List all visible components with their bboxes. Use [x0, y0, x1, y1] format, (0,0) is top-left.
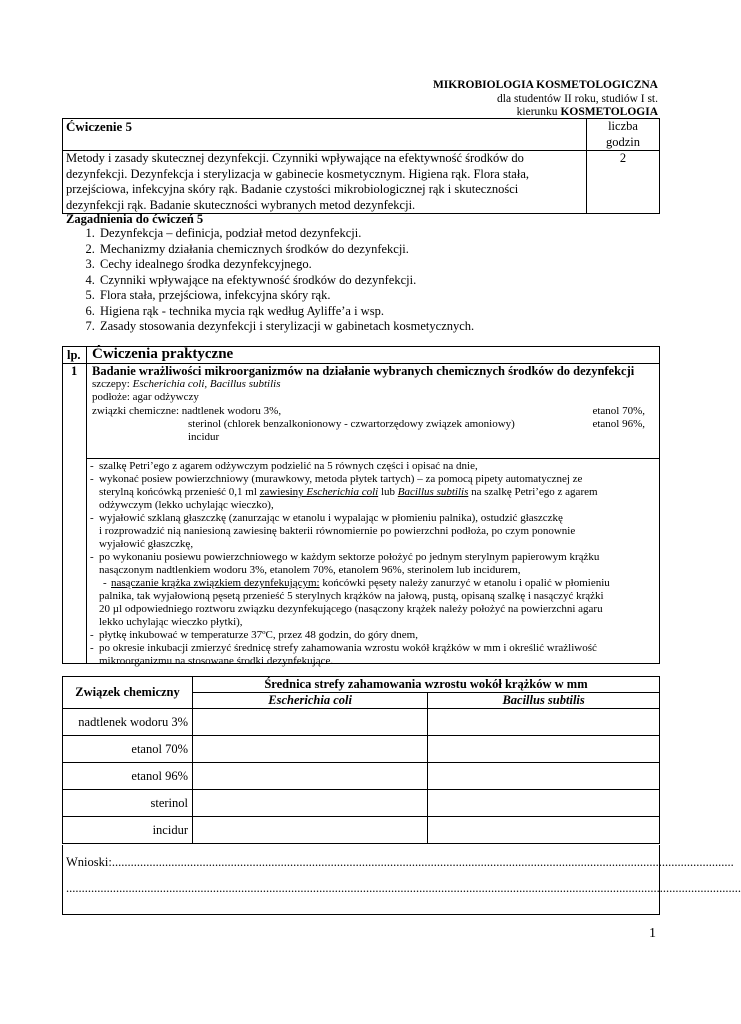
- exercise-number: 1: [71, 364, 78, 378]
- result-cell[interactable]: [428, 790, 660, 817]
- result-cell[interactable]: [428, 817, 660, 844]
- topic-item: 3. Cechy idealnego środka dezynfekcyjnego.: [98, 257, 474, 273]
- topic-item: 2. Mechanizmy działania chemicznych środków do dezynfekcji.: [98, 242, 474, 258]
- step-1: - szalkę Petri’ego z agarem odżywczym podzielić na 5 równych części i opisać na dnie,: [90, 460, 656, 473]
- step-4-sub: - nasączanie krążka związkiem dezynfekującym: końcówki pęsety należy zanurzyć w etanolu i opalić w płomieniu: [90, 577, 656, 590]
- compounds-line2: sterinol (chlorek benzalkonionowy - czwartorzędowy związek amoniowy): [188, 418, 515, 430]
- conclusions-label: Wnioski:: [66, 855, 112, 869]
- practical-box: [62, 346, 660, 667]
- topics-title: Zagadnienia do ćwiczeń 5: [66, 212, 204, 226]
- topics-list: [66, 226, 474, 335]
- table-row: [63, 736, 660, 763]
- diameter-header: Średnica strefy zahamowania wzrostu wokół krążków w mm: [193, 677, 660, 693]
- exercise-table: [62, 118, 660, 214]
- result-cell[interactable]: [193, 790, 428, 817]
- row-compound: etanol 96%: [63, 763, 193, 790]
- step-3: - wyjałowić szklaną głaszczkę (zanurzając w etanolu i wypalając w płomieniu palnika), ostudzić głaszczkę i rozprowadzić nią naniesioną zawiesinę bakterii równomiernie po powierzchni podłoża, po czym ponownie wyjałowić głaszczkę,: [90, 512, 656, 551]
- compounds-line: związki chemiczne: nadtlenek wodoru 3%,: [92, 405, 282, 417]
- result-cell[interactable]: [428, 709, 660, 736]
- conclusions-line-2[interactable]: ........................................................................................................................................................................................................................: [66, 881, 741, 895]
- result-cell[interactable]: [193, 817, 428, 844]
- hours-value: 2: [587, 151, 660, 214]
- ethanol96-label: etanol 96%,: [592, 418, 645, 430]
- row-compound: nadtlenek wodoru 3%: [63, 709, 193, 736]
- step-5: - płytkę inkubować w temperaturze 37ºC, przez 48 godzin, do góry dnem,: [90, 629, 656, 642]
- results-table: [62, 676, 660, 844]
- exercise-description: Metody i zasady skutecznej dezynfekcji. Czynniki wpływające na efektywność środków do dezynfekcji. Dezynfekcja i sterylizacja w gabinecie kosmetycznym. Higiena rąk. Flora stała, przejściowa, infekcyjna skóry rąk. Badanie czystości mikrobiologicznej rąk i skuteczności dezynfekcji rąk. Badanie skuteczności wybranych metod dezynfekcji.: [63, 151, 587, 214]
- result-cell[interactable]: [193, 709, 428, 736]
- row-compound: incidur: [63, 817, 193, 844]
- practical-heading: Ćwiczenia praktyczne: [92, 346, 234, 362]
- procedure-steps: [90, 460, 656, 668]
- result-cell[interactable]: [428, 736, 660, 763]
- conclusions-box: [62, 845, 741, 915]
- topic-item: 4. Czynniki wpływające na efektywność środków do dezynfekcji.: [98, 273, 474, 289]
- table-row: [63, 763, 660, 790]
- topic-item: 1. Dezynfekcja – definicja, podział metod dezynfekcji.: [98, 226, 474, 242]
- compounds-line3: incidur: [188, 431, 220, 443]
- conclusions-line-1[interactable]: Wnioski:.......................................................................................................................................................................................................: [66, 855, 734, 869]
- topic-item: 6. Higiena rąk - technika mycia rąk według Ayliffe’a i wsp.: [98, 304, 474, 320]
- table-row: [63, 709, 660, 736]
- hours-label: liczba godzin: [587, 119, 660, 151]
- step-6: - po okresie inkubacji zmierzyć średnicę strefy zahamowania wzrostu wokół krążków w mm i określić wrażliwość mikroorganizmu na stosowane środki dezynfekujące.: [90, 642, 656, 668]
- field-line: kierunku KOSMETOLOGIA: [516, 106, 658, 118]
- result-cell[interactable]: [428, 763, 660, 790]
- step-4-sub-cont: palnika, tak wyjałowioną pęsetą przenieść 5 sterylnych krążków na jałową, pustą, opisaną szalkę i nasączyć krążki 20 µl odpowiedniego roztworu związku dezynfekującego (nasączony krążek należy położyć na powierzchni agaru lekko uchylając wieczko płytki),: [99, 590, 604, 628]
- medium-line: podłoże: agar odżywczy: [92, 391, 199, 403]
- ecoli-header: Escherichia coli: [193, 693, 428, 709]
- topic-item: 7. Zasady stosowania dezynfekcji i sterylizacji w gabinetach kosmetycznych.: [98, 319, 474, 335]
- field-name: KOSMETOLOGIA: [560, 106, 658, 118]
- bsubtilis-header: Bacillus subtilis: [428, 693, 660, 709]
- compound-header: Związek chemiczny: [63, 677, 193, 709]
- step-2: - wykonać posiew powierzchniowy (murawkowy, metoda płytek tartych) – za pomocą pipety automatycznej ze sterylną końcówką przenieść 0,1 ml zawiesiny Escherichia coli lub Bacillus subtilis na szalkę Petri’ego z agarem odżywczym (lekko uchylając wieczko),: [90, 473, 656, 512]
- ethanol70-label: etanol 70%,: [592, 405, 645, 417]
- experiment-title: Badanie wrażliwości mikroorganizmów na działanie wybranych chemicznych środków do dezynfekcji: [92, 364, 635, 378]
- strains-line: szczepy: Escherichia coli, Bacillus subtilis: [92, 378, 281, 390]
- course-title: MIKROBIOLOGIA KOSMETOLOGICZNA: [432, 79, 658, 91]
- page-number: 1: [649, 926, 656, 941]
- result-cell[interactable]: [193, 763, 428, 790]
- table-row: [63, 790, 660, 817]
- audience-line: dla studentów II roku, studiów I st.: [497, 93, 658, 105]
- topic-item: 5. Flora stała, przejściowa, infekcyjna skóry rąk.: [98, 288, 474, 304]
- row-compound: sterinol: [63, 790, 193, 817]
- table-row: [63, 817, 660, 844]
- step-4: - po wykonaniu posiewu powierzchniowego w każdym sektorze położyć po jednym sterylnym papierowym krążku nasączonym nadtlenkiem wodoru 3%, etanolem 70%, etanolem 96%, sterinolem lub incidurem,: [90, 551, 656, 577]
- row-compound: etanol 70%: [63, 736, 193, 763]
- result-cell[interactable]: [193, 736, 428, 763]
- exercise-title: Ćwiczenie 5: [63, 119, 587, 151]
- lp-header: lp.: [67, 348, 81, 362]
